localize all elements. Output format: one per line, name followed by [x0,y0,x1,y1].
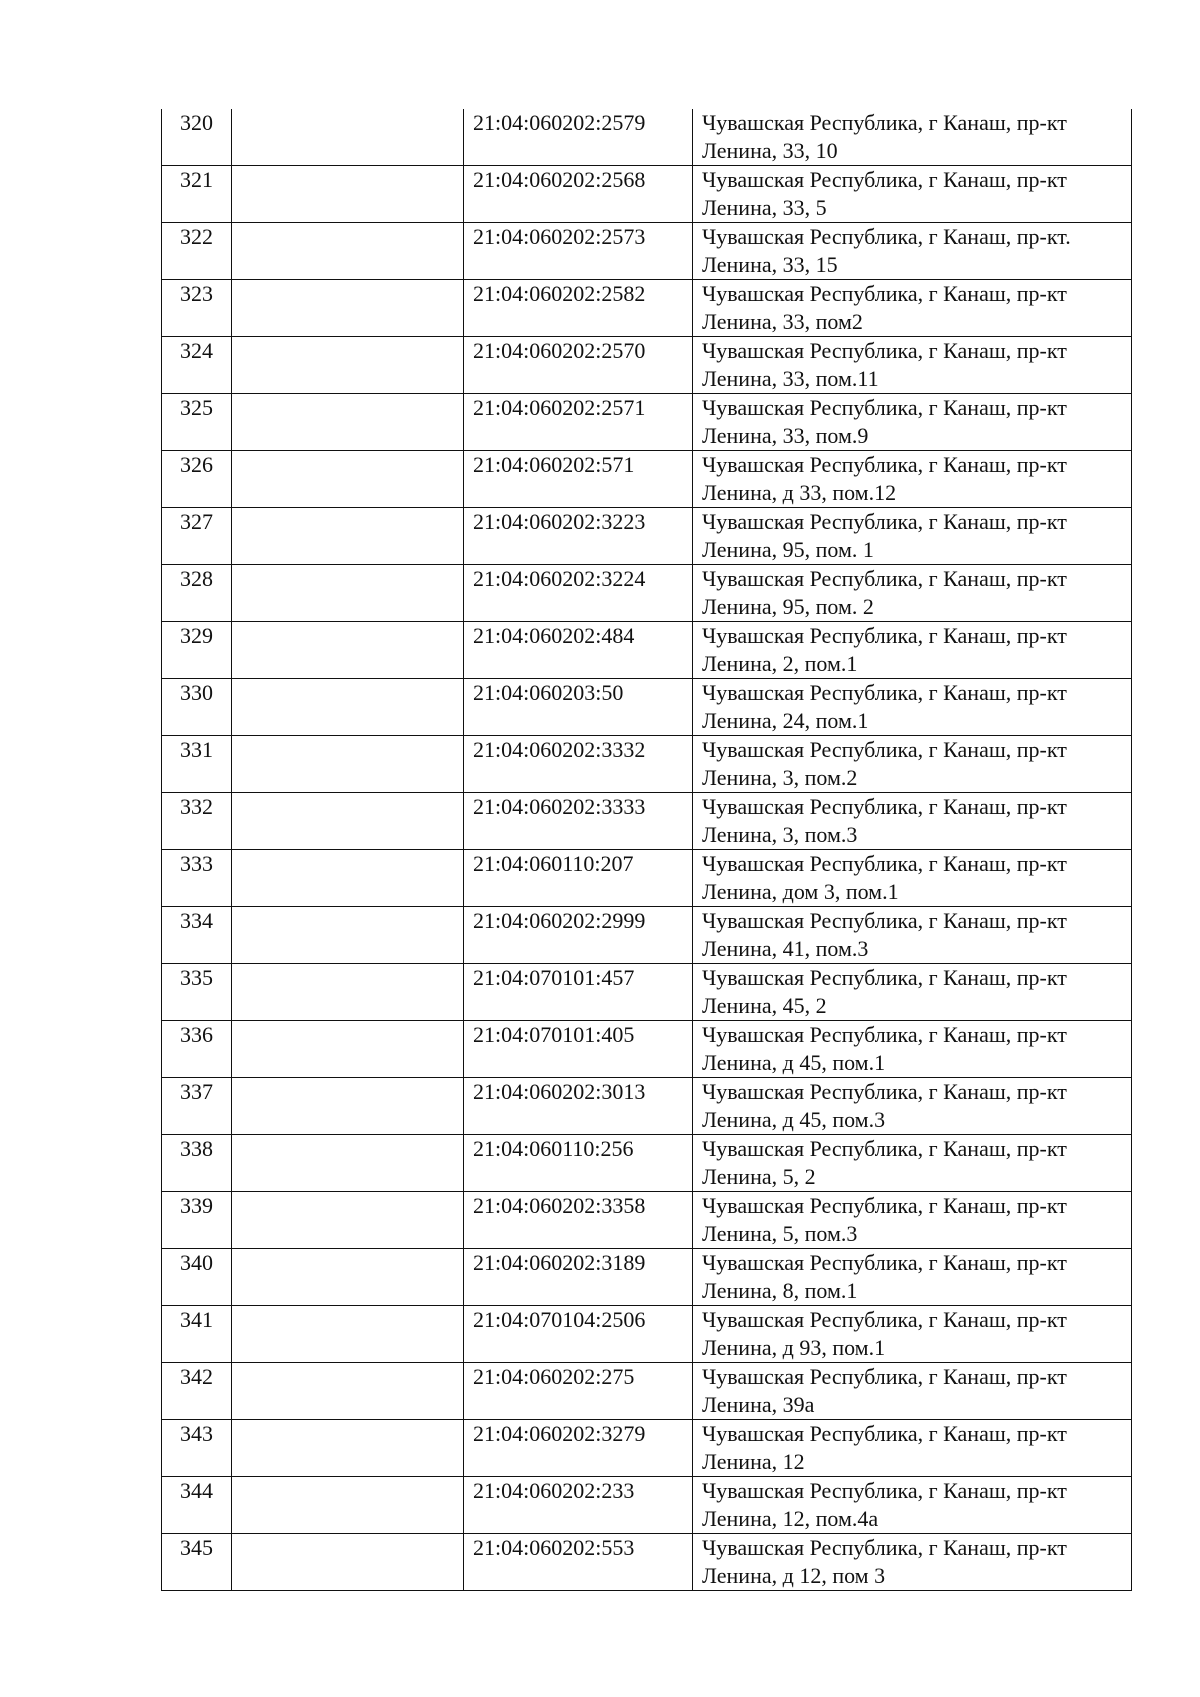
owner-cell [232,337,464,394]
row-number-cell: 342 [162,1363,232,1420]
cadastral-number-cell: 21:04:060202:2568 [464,166,693,223]
row-number-cell: 321 [162,166,232,223]
owner-cell [232,736,464,793]
address-cell: Чувашская Республика, г Канаш, пр-кт Ленина, 5, пом.3 [693,1192,1132,1249]
row-number-cell: 338 [162,1135,232,1192]
table-row [162,451,1132,508]
owner-cell [232,1363,464,1420]
address-cell: Чувашская Республика, г Канаш, пр-кт Ленина, 95, пом. 1 [693,508,1132,565]
table-row [162,1021,1132,1078]
cadastral-number-cell: 21:04:060202:2582 [464,280,693,337]
address-cell: Чувашская Республика, г Канаш, пр-кт Ленина, д 93, пом.1 [693,1306,1132,1363]
owner-cell [232,1135,464,1192]
cadastral-number-cell: 21:04:060202:2999 [464,907,693,964]
row-number-cell: 327 [162,508,232,565]
cadastral-number-cell: 21:04:060203:50 [464,679,693,736]
row-number-cell: 328 [162,565,232,622]
row-number-cell: 326 [162,451,232,508]
owner-cell [232,280,464,337]
address-cell: Чувашская Республика, г Канаш, пр-кт Ленина, 45, 2 [693,964,1132,1021]
table-row [162,109,1132,166]
table-row [162,1363,1132,1420]
cadastral-number-cell: 21:04:060202:275 [464,1363,693,1420]
table-row [162,1420,1132,1477]
address-cell: Чувашская Республика, г Канаш, пр-кт Ленина, 3, пом.3 [693,793,1132,850]
owner-cell [232,850,464,907]
row-number-cell: 336 [162,1021,232,1078]
address-cell: Чувашская Республика, г Канаш, пр-кт Ленина, 33, пом.11 [693,337,1132,394]
cadastral-number-cell: 21:04:060202:3013 [464,1078,693,1135]
row-number-cell: 324 [162,337,232,394]
property-table-body [162,109,1132,1591]
address-cell: Чувашская Республика, г Канаш, пр-кт Ленина, 5, 2 [693,1135,1132,1192]
table-row [162,337,1132,394]
cadastral-number-cell: 21:04:070101:405 [464,1021,693,1078]
table-row [162,508,1132,565]
owner-cell [232,1477,464,1534]
row-number-cell: 333 [162,850,232,907]
table-row [162,736,1132,793]
cadastral-number-cell: 21:04:060202:3223 [464,508,693,565]
table-row [162,964,1132,1021]
table-row [162,565,1132,622]
row-number-cell: 323 [162,280,232,337]
owner-cell [232,964,464,1021]
owner-cell [232,1306,464,1363]
row-number-cell: 335 [162,964,232,1021]
owner-cell [232,1420,464,1477]
table-row [162,1078,1132,1135]
cadastral-number-cell: 21:04:060202:233 [464,1477,693,1534]
owner-cell [232,109,464,166]
owner-cell [232,394,464,451]
address-cell: Чувашская Республика, г Канаш, пр-кт Ленина, 12 [693,1420,1132,1477]
row-number-cell: 344 [162,1477,232,1534]
address-cell: Чувашская Республика, г Канаш, пр-кт Ленина, 2, пом.1 [693,622,1132,679]
address-cell: Чувашская Республика, г Канаш, пр-кт Ленина, д 12, пом 3 [693,1534,1132,1591]
owner-cell [232,622,464,679]
owner-cell [232,793,464,850]
row-number-cell: 330 [162,679,232,736]
cadastral-number-cell: 21:04:070101:457 [464,964,693,1021]
table-row [162,280,1132,337]
address-cell: Чувашская Республика, г Канаш, пр-кт Ленина, 24, пом.1 [693,679,1132,736]
row-number-cell: 341 [162,1306,232,1363]
cadastral-number-cell: 21:04:060202:3333 [464,793,693,850]
table-row [162,1477,1132,1534]
table-row [162,793,1132,850]
row-number-cell: 329 [162,622,232,679]
owner-cell [232,166,464,223]
row-number-cell: 337 [162,1078,232,1135]
cadastral-number-cell: 21:04:060202:3224 [464,565,693,622]
table-row [162,679,1132,736]
owner-cell [232,1534,464,1591]
cadastral-number-cell: 21:04:060202:2579 [464,109,693,166]
owner-cell [232,1021,464,1078]
address-cell: Чувашская Республика, г Канаш, пр-кт Ленина, 12, пом.4а [693,1477,1132,1534]
table-row [162,907,1132,964]
address-cell: Чувашская Республика, г Канаш, пр-кт Ленина, д 33, пом.12 [693,451,1132,508]
table-row [162,166,1132,223]
table-row [162,223,1132,280]
cadastral-number-cell: 21:04:060202:3189 [464,1249,693,1306]
table-row [162,1192,1132,1249]
address-cell: Чувашская Республика, г Канаш, пр-кт Ленина, 95, пом. 2 [693,565,1132,622]
address-cell: Чувашская Республика, г Канаш, пр-кт Ленина, 33, 5 [693,166,1132,223]
cadastral-number-cell: 21:04:060202:3279 [464,1420,693,1477]
table-row [162,1249,1132,1306]
row-number-cell: 345 [162,1534,232,1591]
table-row [162,850,1132,907]
cadastral-number-cell: 21:04:060110:207 [464,850,693,907]
table-row [162,1306,1132,1363]
owner-cell [232,508,464,565]
address-cell: Чувашская Республика, г Канаш, пр-кт Ленина, 8, пом.1 [693,1249,1132,1306]
row-number-cell: 325 [162,394,232,451]
address-cell: Чувашская Республика, г Канаш, пр-кт. Ленина, 33, 15 [693,223,1132,280]
table-row [162,394,1132,451]
row-number-cell: 340 [162,1249,232,1306]
property-table [161,109,1132,1591]
owner-cell [232,565,464,622]
address-cell: Чувашская Республика, г Канаш, пр-кт Ленина, дом 3, пом.1 [693,850,1132,907]
cadastral-number-cell: 21:04:060110:256 [464,1135,693,1192]
cadastral-number-cell: 21:04:060202:3332 [464,736,693,793]
address-cell: Чувашская Республика, г Канаш, пр-кт Ленина, д 45, пом.3 [693,1078,1132,1135]
row-number-cell: 343 [162,1420,232,1477]
cadastral-number-cell: 21:04:060202:2573 [464,223,693,280]
cadastral-number-cell: 21:04:060202:553 [464,1534,693,1591]
table-row [162,1534,1132,1591]
address-cell: Чувашская Республика, г Канаш, пр-кт Ленина, 39а [693,1363,1132,1420]
row-number-cell: 322 [162,223,232,280]
row-number-cell: 339 [162,1192,232,1249]
cadastral-number-cell: 21:04:060202:571 [464,451,693,508]
address-cell: Чувашская Республика, г Канаш, пр-кт Ленина, 33, пом2 [693,280,1132,337]
cadastral-number-cell: 21:04:060202:2571 [464,394,693,451]
table-row [162,1135,1132,1192]
address-cell: Чувашская Республика, г Канаш, пр-кт Ленина, 41, пом.3 [693,907,1132,964]
table-row [162,622,1132,679]
cadastral-number-cell: 21:04:060202:484 [464,622,693,679]
owner-cell [232,1078,464,1135]
owner-cell [232,679,464,736]
cadastral-number-cell: 21:04:070104:2506 [464,1306,693,1363]
owner-cell [232,223,464,280]
address-cell: Чувашская Республика, г Канаш, пр-кт Ленина, д 45, пом.1 [693,1021,1132,1078]
owner-cell [232,907,464,964]
address-cell: Чувашская Республика, г Канаш, пр-кт Ленина, 33, 10 [693,109,1132,166]
owner-cell [232,1192,464,1249]
row-number-cell: 332 [162,793,232,850]
row-number-cell: 331 [162,736,232,793]
cadastral-number-cell: 21:04:060202:2570 [464,337,693,394]
cadastral-number-cell: 21:04:060202:3358 [464,1192,693,1249]
owner-cell [232,451,464,508]
owner-cell [232,1249,464,1306]
address-cell: Чувашская Республика, г Канаш, пр-кт Ленина, 3, пом.2 [693,736,1132,793]
row-number-cell: 334 [162,907,232,964]
row-number-cell: 320 [162,109,232,166]
address-cell: Чувашская Республика, г Канаш, пр-кт Ленина, 33, пом.9 [693,394,1132,451]
